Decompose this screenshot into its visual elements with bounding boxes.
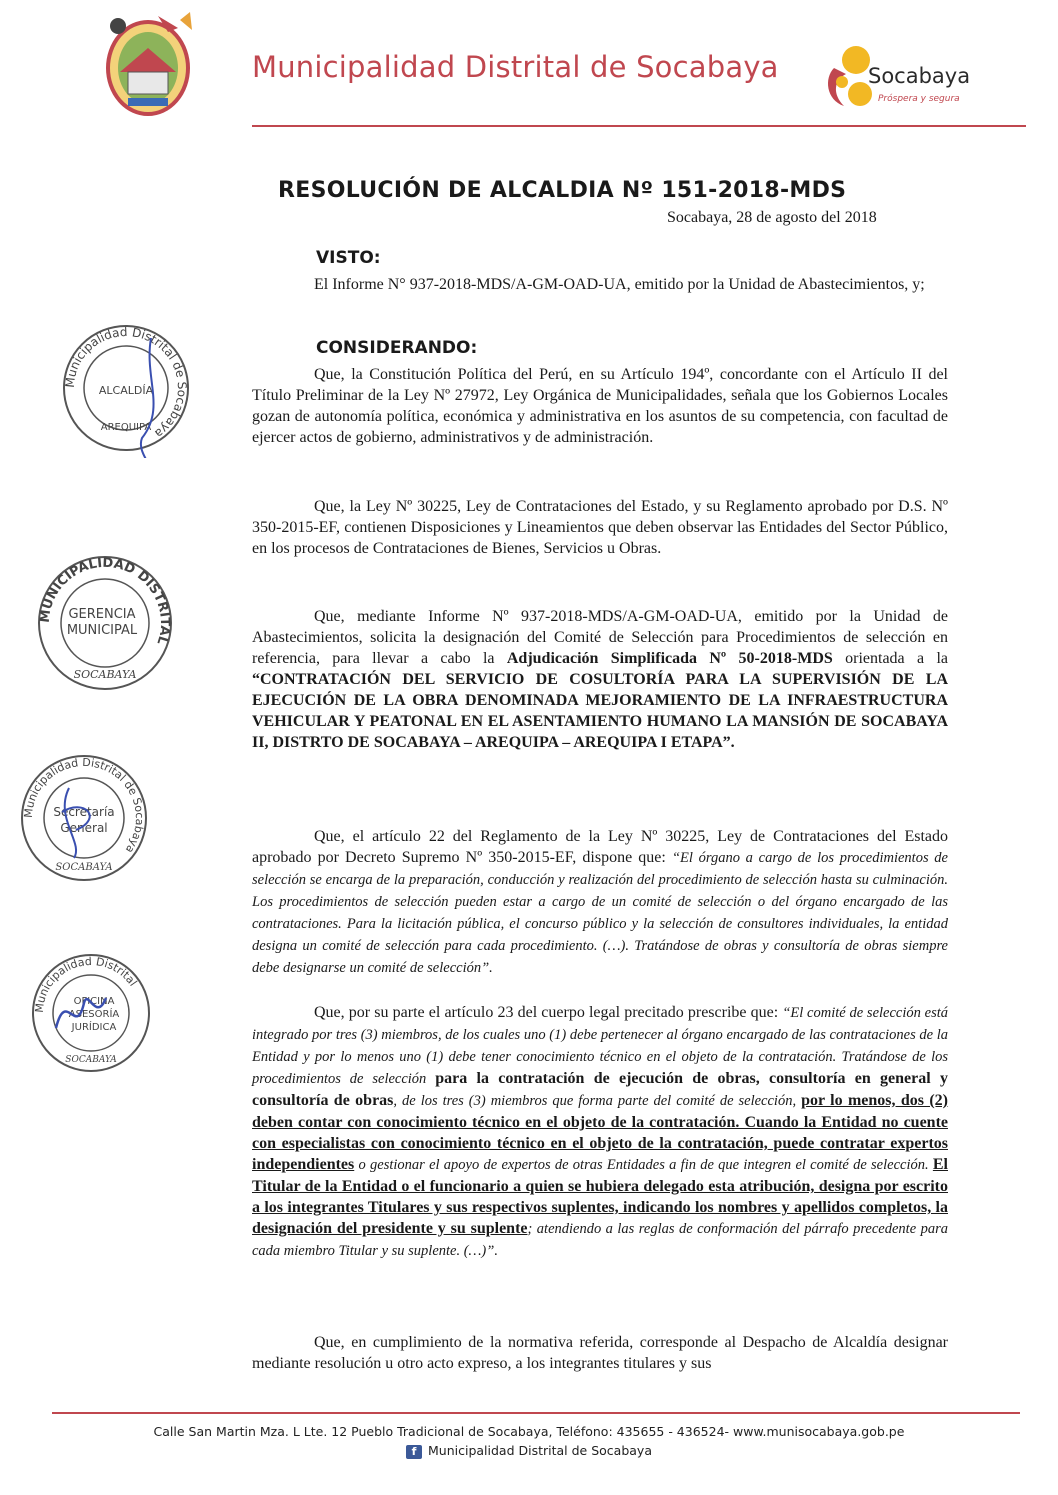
- stamp-secretaria-bottom: SOCABAYA: [55, 862, 113, 873]
- considerando-heading: CONSIDERANDO:: [316, 338, 478, 358]
- stamp-secretaria-general: [14, 748, 154, 888]
- paragraph-1-text: Que, la Constitución Política del Perú, en su Artículo 194º, concordante con el Artículo II del Título Preliminar de la Ley Nº 27972, Ley Orgánica de Municipalidades, señala que los Gobiernos Locales gozan de autonomía política, económica y administrativa en los asuntos de su competencia, con facultad de ejercer actos de gobierno, administrativos y de administración.: [252, 366, 948, 446]
- p3-adjudicacion: Adjudicación Simplificada Nº 50-2018-MDS: [506, 650, 833, 667]
- paragraph-6: [252, 1332, 948, 1374]
- p5-quote-b: , de los tres (3) miembros que forma parte del comité de selección,: [393, 1093, 802, 1109]
- header-title: Municipalidad Distrital de Socabaya: [252, 50, 779, 84]
- paragraph-5-text: [252, 1002, 948, 1262]
- p5-bold-a: para la contratación de ejecución de obras, consultoría en general y consultoría de obras: [252, 1070, 948, 1109]
- paragraph-4-text: [252, 826, 948, 979]
- p3-link: orientada a la: [832, 650, 948, 667]
- p5-quote-a: “El comité de selección está integrado por tres (3) miembros, de los cuales uno (1) debe pertenecer al órgano encargado de las contrataciones de la Entidad y por lo menos uno (1) debe tener conocimiento técnico en el objeto de la contratación. Tratándose de los procedimientos de selección: [252, 1005, 948, 1087]
- p5-quote-c: o gestionar el apoyo de expertos de otras Entidades a fin de que integren el comité de selección.: [354, 1157, 933, 1173]
- stamp-secretaria-ring: Municipalidad Distrital de Socabaya: [21, 755, 147, 856]
- footer-social: [0, 1443, 1058, 1459]
- paragraph-2: [252, 496, 948, 559]
- municipal-emblem-icon: [98, 10, 198, 120]
- stamp-gerencia-line2: MUNICIPAL: [66, 623, 138, 638]
- stamp-asesoria-line2: ASESORÍA: [68, 1009, 120, 1020]
- paragraph-2-text: Que, la Ley Nº 30225, Ley de Contrataciones del Estado, y su Reglamento aprobado por D.S. Nº 350-2015-EF, contienen Disposiciones y Lineamientos que deben observar las Entidades del Sector Público, en los procesos de Contrataciones de Bienes, Servicios u Obras.: [252, 498, 948, 557]
- stamp-gerencia-bottom: SOCABAYA: [73, 668, 137, 681]
- p5-underlined-b: El Titular de la Entidad o el funcionario a quien se hubiera delegado esta atribución, designa por escrito a los integrantes Titulares y sus respectivos suplentes, indicando los nombres y apellidos completos, la designación del presidente y su suplente: [252, 1156, 948, 1237]
- paragraph-1: [252, 364, 948, 448]
- p3-intro: Que, mediante Informe Nº 937-2018-MDS/A-GM-OAD-UA, emitido por la Unidad de Abastecimientos, solicita la designación del Comité de Selección para Procedimientos de selección en referencia, para llevar a cabo la: [252, 608, 948, 667]
- stamp-asesoria-bottom: SOCABAYA: [65, 1055, 117, 1065]
- stamp-gerencia-municipal: [30, 548, 180, 698]
- stamp-alcaldia: [56, 318, 196, 458]
- socabaya-brand-logo: [820, 38, 990, 113]
- p4-intro: Que, el artículo 22 del Reglamento de la Ley Nº 30225, Ley de Contrataciones del Estado aprobado por Decreto Supremo Nº 350-2015-EF, dispone que:: [252, 828, 948, 866]
- p5-underlined-a: por lo menos, dos (2) deben contar con conocimiento técnico en el objeto de la contratación. Cuando la Entidad no cuente con especialistas con conocimiento técnico en el objeto de la contratación, puede contratar expertos independientes: [252, 1092, 949, 1173]
- stamp-asesoria-line3: JURÍDICA: [71, 1022, 117, 1033]
- brand-name: Socabaya: [868, 64, 971, 88]
- visto-heading: VISTO:: [316, 248, 381, 268]
- footer-divider: [52, 1412, 1020, 1414]
- stamp-asesoria-juridica: [26, 948, 156, 1078]
- stamp-alcaldia-center: ALCALDÍA: [98, 384, 154, 397]
- stamp-gerencia-line1: GERENCIA: [68, 607, 136, 622]
- paragraph-3-text: [252, 606, 948, 753]
- footer-address: Calle San Martin Mza. L Lte. 12 Pueblo Tradicional de Socabaya, Teléfono: 435655 - 436524- www.munisocabaya.gob.pe: [153, 1424, 905, 1439]
- resolution-title: RESOLUCIÓN DE ALCALDIA Nº 151-2018-MDS: [278, 178, 847, 203]
- p5-quote-d: ; atendiendo a las reglas de conformación del párrafo precedente para cada miembro Titular y su suplente. (…)”.: [252, 1221, 948, 1259]
- facebook-icon: f: [406, 1445, 422, 1459]
- visto-paragraph: [252, 274, 948, 295]
- brand-tagline: Próspera y segura: [878, 94, 960, 104]
- paragraph-4: [252, 826, 948, 979]
- stamp-secretaria-line1: Secretaría: [53, 805, 115, 819]
- paragraph-6-text: Que, en cumplimiento de la normativa referida, corresponde al Despacho de Alcaldía designar mediante resolución u otro acto expreso, a los integrantes titulares y sus: [252, 1334, 948, 1372]
- header-divider: [252, 125, 1026, 127]
- stamp-gerencia-ring: MUNICIPALIDAD DISTRITAL: [37, 555, 173, 647]
- p3-contract-title: “CONTRATACIÓN DEL SERVICIO DE COSULTORÍA PARA LA SUPERVISIÓN DE LA EJECUCIÓN DE LA OBRA DENOMINADA MEJORAMIENTO DE LA INFRAESTRUCTURA VEHICULAR Y PEATONAL EN EL ASENTAMIENTO HUMANO LA MANSIÓN DE SOCABAYA II, DISTRTO DE SOCABAYA – AREQUIPA – AREQUIPA I ETAPA”.: [252, 671, 948, 751]
- paragraph-5: [252, 1002, 948, 1262]
- stamp-asesoria-line1: OFICINA: [73, 996, 115, 1007]
- p4-quote: “El órgano a cargo de los procedimientos de selección se encarga de la preparación, conducción y realización del procedimiento de selección hasta su culminación. Los procedimientos de selección pueden estar a cargo de un comité de selección o del órgano encargado de las contrataciones. Para la licitación pública, el concurso público y la selección de consultores individuales, la entidad designa un comité de selección para cada procedimiento. (…). Tratándose de obras y consultoría de obras siempre debe designarse un comité de selección”.: [252, 850, 948, 976]
- stamp-alcaldia-ring: Municipalidad Distrital de Socabaya: [62, 324, 190, 441]
- stamp-secretaria-line2: General: [60, 821, 108, 835]
- resolution-date: Socabaya, 28 de agosto del 2018: [667, 209, 877, 226]
- stamp-asesoria-ring: Municipalidad Distrital: [32, 954, 140, 1014]
- visto-text: El Informe N° 937-2018-MDS/A-GM-OAD-UA, emitido por la Unidad de Abastecimientos, y;: [314, 276, 925, 293]
- paragraph-3: [252, 606, 948, 753]
- p5-intro: Que, por su parte el artículo 23 del cuerpo legal precitado prescribe que:: [314, 1004, 783, 1021]
- footer-social-label: Municipalidad Distrital de Socabaya: [428, 1443, 652, 1458]
- stamp-alcaldia-bottom: AREQUIPA: [100, 422, 152, 433]
